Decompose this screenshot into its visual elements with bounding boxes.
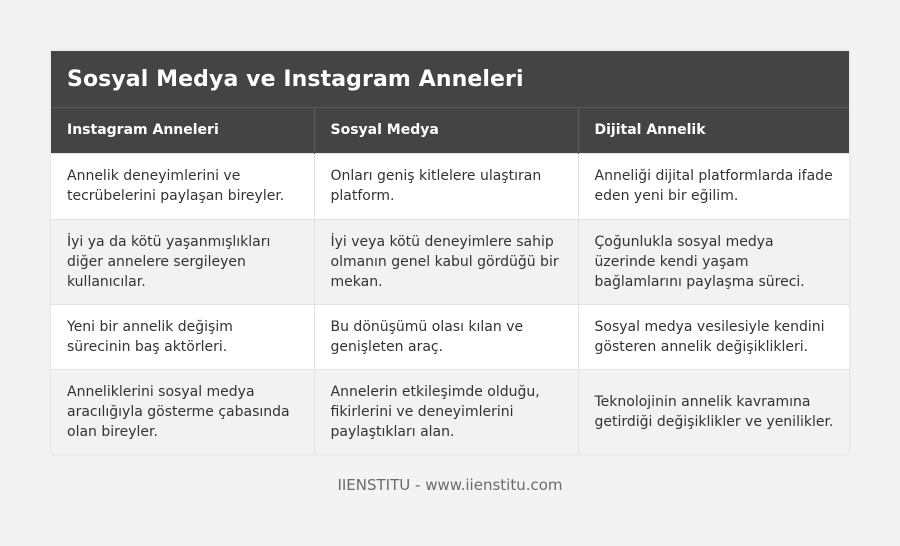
table-row xyxy=(51,304,849,369)
table-cell: Anneliği dijital platformlarda ifade eden yeni bir eğilim. xyxy=(578,153,849,219)
table-cell: Çoğunlukla sosyal medya üzerinde kendi yaşam bağlamlarını paylaşma süreci. xyxy=(578,219,849,304)
column-header: Instagram Anneleri xyxy=(51,108,314,153)
page-title: Sosyal Medya ve Instagram Anneleri xyxy=(67,66,524,92)
table-row xyxy=(51,153,849,219)
table-cell: Teknolojinin annelik kavramına getirdiği değişiklikler ve yenilikler. xyxy=(578,369,849,454)
comparison-table xyxy=(51,108,849,454)
column-header: Dijital Annelik xyxy=(578,108,849,153)
table-cell: Annelerin etkileşimde olduğu, fikirlerini ve deneyimlerini paylaştıkları alan. xyxy=(314,369,578,454)
title-bar xyxy=(51,51,849,108)
table-cell: İyi veya kötü deneyimlere sahip olmanın genel kabul gördüğü bir mekan. xyxy=(314,219,578,304)
table-cell: Sosyal medya vesilesiyle kendini gösteren annelik değişiklikleri. xyxy=(578,304,849,369)
table-card xyxy=(51,51,849,454)
column-header: Sosyal Medya xyxy=(314,108,578,153)
table-row xyxy=(51,369,849,454)
table-header-row xyxy=(51,108,849,153)
table-cell: Onları geniş kitlelere ulaştıran platform. xyxy=(314,153,578,219)
table-cell: Bu dönüşümü olası kılan ve genişleten araç. xyxy=(314,304,578,369)
table-cell: İyi ya da kötü yaşanmışlıkları diğer annelere sergileyen kullanıcılar. xyxy=(51,219,314,304)
table-cell: Annelik deneyimlerini ve tecrübelerini paylaşan bireyler. xyxy=(51,153,314,219)
table-cell: Yeni bir annelik değişim sürecinin baş aktörleri. xyxy=(51,304,314,369)
table-cell: Anneliklerini sosyal medya aracılığıyla gösterme çabasında olan bireyler. xyxy=(51,369,314,454)
table-row xyxy=(51,219,849,304)
footer-credit: IIENSTITU - www.iienstitu.com xyxy=(337,476,563,494)
